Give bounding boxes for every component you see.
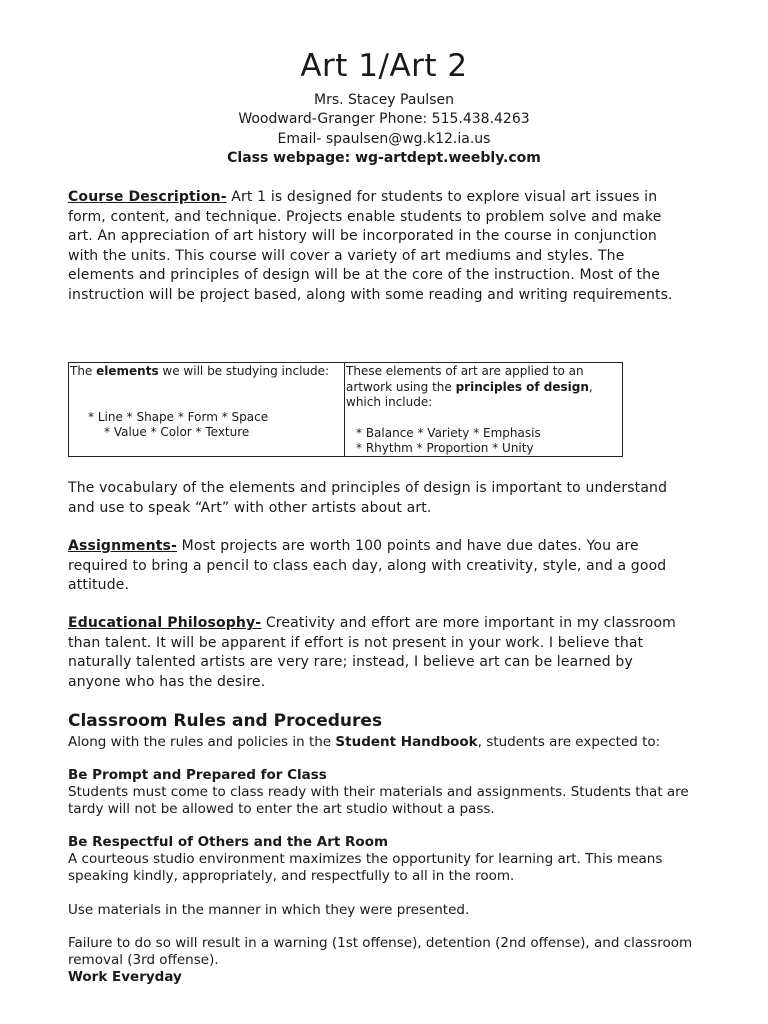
rules-intro-pre: Along with the rules and policies in the [68, 734, 336, 750]
assignments-paragraph [68, 537, 688, 596]
philosophy-text: Creativity and effort are more important in my classroom than talent. It will be apparent if effort is not present in your work. I believe that naturally talented artists are very rare; instead, I believe art can be learned by anyone who has the desire. [68, 615, 676, 690]
respect-title: Be Respectful of Others and the Art Room [68, 834, 389, 850]
prompt-text: Students must come to class ready with their materials and assignments. Students that are tardy will not be allowed to enter the art studio without a pass. [68, 784, 689, 817]
principles-list-line-2: * Rhythm * Proportion * Unity [356, 441, 534, 455]
principles-list-line-1: * Balance * Variety * Emphasis [356, 425, 541, 440]
teacher-name: Mrs. Stacey Paulsen [314, 92, 454, 108]
prompt-title: Be Prompt and Prepared for Class [68, 767, 327, 783]
rules-intro-bold: Student Handbook [335, 734, 478, 750]
course-description-label: Course Description- [68, 189, 227, 205]
course-description-text: Art 1 is designed for students to explore visual art issues in form, content, and technique. Projects enable students to problem solve and make art. An appreciation of art history will be incorporated in the course in conjunction with the units. This course will cover a variety of art mediums and styles. The elements and principles of design will be at the core of the instruction. Most of the instruction will be project based, along with some reading and writing requirements. [68, 189, 673, 303]
page-title: Art 1/Art 2 [300, 48, 468, 84]
principles-intro-post: , which include: [346, 379, 593, 409]
principles-intro [346, 364, 621, 411]
principles-cell [345, 363, 622, 456]
elements-cell [69, 363, 345, 456]
vocabulary-paragraph: The vocabulary of the elements and principles of design is important to understand and use to speak “Art” with other artists about art. [68, 480, 668, 516]
course-description [68, 188, 688, 305]
principles-intro-pre: These elements of art are applied to an artwork using the [346, 364, 584, 394]
elements-intro [70, 364, 343, 380]
elements-list-line-2: * Value * Color * Texture [104, 425, 250, 439]
rules-intro-post: , students are expected to: [477, 734, 661, 750]
elements-intro-bold: elements [96, 364, 159, 378]
respect-text: A courteous studio environment maximizes the opportunity for learning art. This means speaking kindly, appropriately, and respectfully to all in the room. [68, 851, 663, 884]
philosophy-paragraph [68, 614, 688, 692]
work-title: Work Everyday [68, 969, 182, 985]
failure-text: Failure to do so will result in a warning (1st offense), detention (2nd offense), and classroom removal (3rd offense). [68, 935, 693, 968]
rules-heading: Classroom Rules and Procedures [68, 711, 383, 731]
elements-intro-post: we will be studying include: [158, 364, 330, 378]
elements-principles-table [68, 362, 623, 457]
materials-text: Use materials in the manner in which they were presented. [68, 902, 470, 918]
webpage-line: Class webpage: wg-artdept.weebly.com [227, 150, 541, 166]
assignments-label: Assignments- [68, 538, 177, 554]
assignments-text: Most projects are worth 100 points and have due dates. You are required to bring a pencil to class each day, along with creativity, style, and a good attitude. [68, 538, 667, 593]
elements-list-line-1: * Line * Shape * Form * Space [88, 409, 269, 424]
phone-line: Woodward-Granger Phone: 515.438.4263 [238, 111, 530, 127]
email-line: Email- spaulsen@wg.k12.ia.us [277, 131, 491, 147]
principles-intro-bold: principles of design [455, 379, 589, 394]
rules-intro [68, 734, 708, 751]
elements-intro-pre: The [70, 364, 97, 378]
philosophy-label: Educational Philosophy- [68, 615, 262, 631]
